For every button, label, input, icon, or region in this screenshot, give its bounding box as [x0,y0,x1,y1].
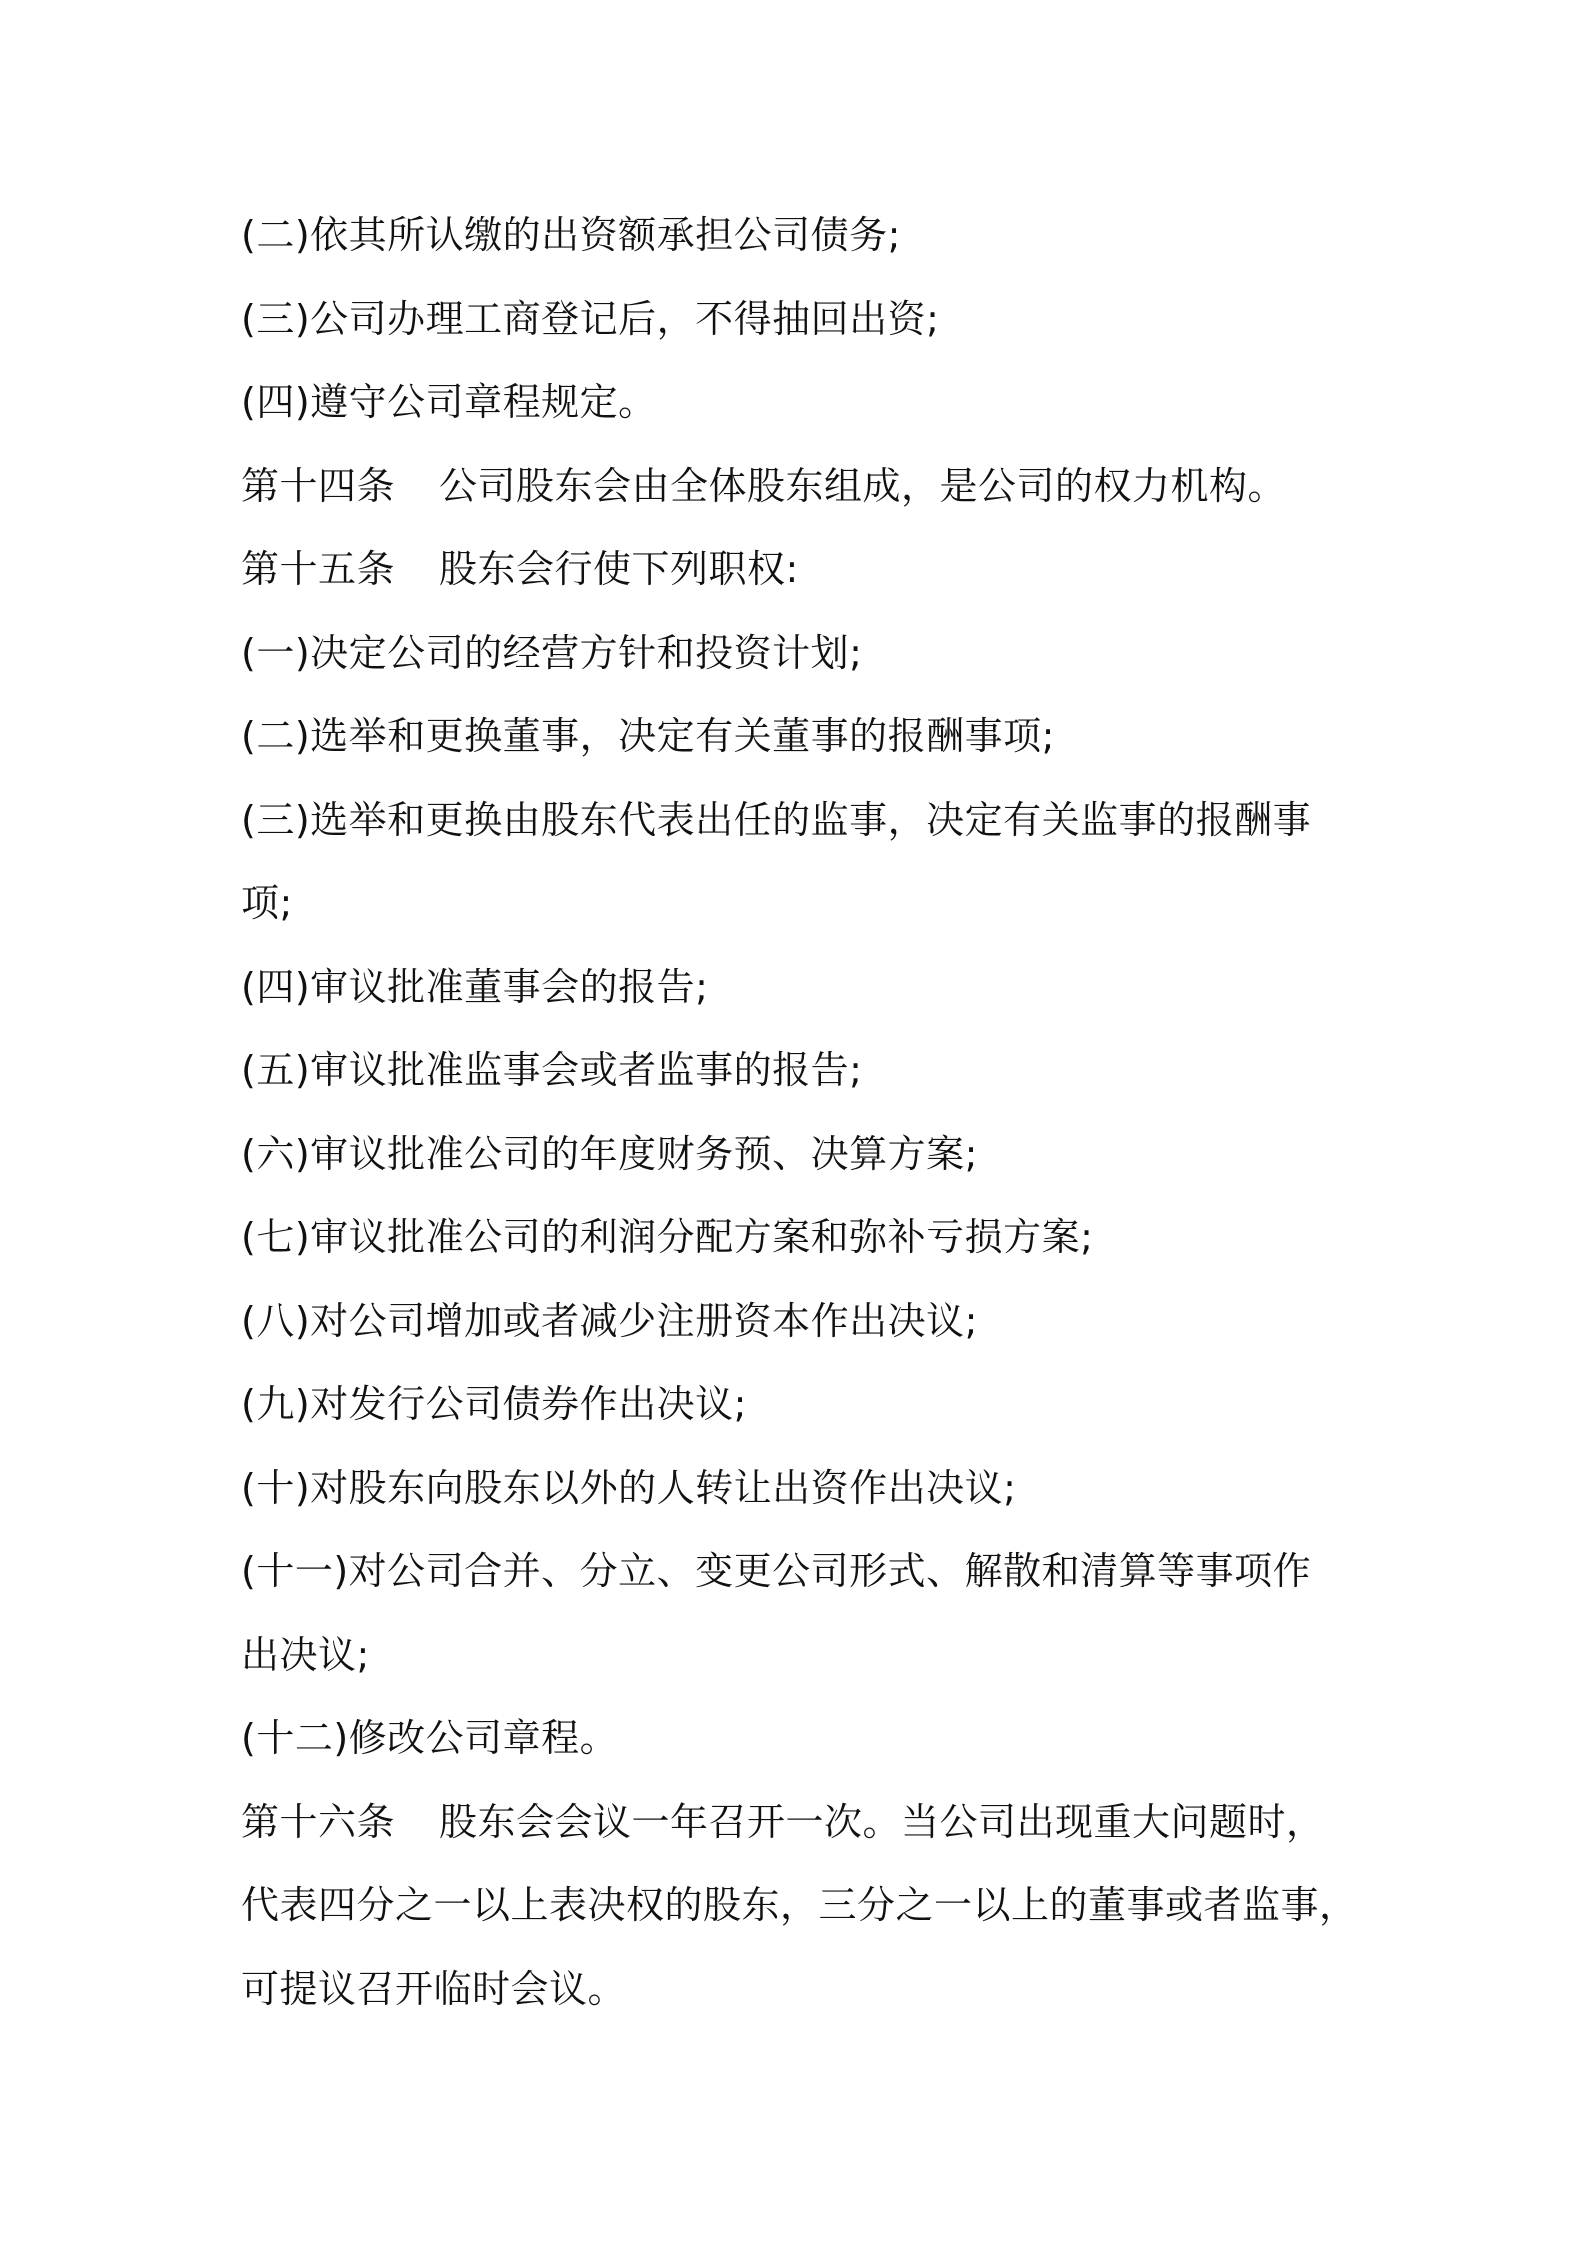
clause-line [241,1363,1391,1447]
clause-line [241,361,1391,445]
clause-line [241,1864,1391,1948]
article-line [241,528,1391,612]
clause-line [241,612,1391,696]
line-text: (四)审议批准董事会的报告; [241,964,709,1009]
clause-line [241,1948,1391,2032]
line-text: (八)对公司增加或者减少注册资本作出决议; [241,1298,978,1343]
clause-line [241,1029,1391,1113]
clause-line [241,1447,1391,1531]
article-number: 第十五条 [241,547,396,591]
line-text: 股东会行使下列职权: [439,547,799,591]
article-line [241,1781,1391,1865]
line-text: (七)审议批准公司的利润分配方案和弥补亏损方案; [241,1215,1094,1259]
line-text: (十二)修改公司章程。 [241,1716,619,1760]
line-text: (四)遵守公司章程规定。 [241,380,657,424]
line-text: 股东会会议一年召开一次。当公司出现重大问题时， [439,1799,1325,1844]
line-text: (二)选举和更换董事，决定有关董事的报酬事项; [241,714,1055,758]
line-text: (一)决定公司的经营方针和投资计划; [241,630,863,675]
line-text: (六)审议批准公司的年度财务预、决算方案; [241,1131,978,1176]
clause-line [241,779,1391,863]
clause-line [241,1196,1391,1280]
line-text: 项; [241,881,293,925]
article-number: 第十四条 [241,463,396,508]
clause-line [241,946,1391,1030]
clause-line [241,278,1391,362]
line-text: (三)选举和更换由股东代表出任的监事，决定有关监事的报酬事 [241,797,1312,842]
line-text: (二)依其所认缴的出资额承担公司债务; [241,213,901,257]
clause-line [241,862,1391,946]
clause-line [241,1614,1391,1698]
line-text: 公司股东会由全体股东组成，是公司的权力机构。 [439,463,1287,508]
line-text: (五)审议批准监事会或者监事的报告; [241,1048,863,1092]
article-number: 第十六条 [241,1799,396,1844]
clause-line [241,1697,1391,1781]
clause-line [241,695,1391,779]
line-text: (十一)对公司合并、分立、变更公司形式、解散和清算等事项作 [241,1549,1312,1593]
line-text: 代表四分之一以上表决权的股东，三分之一以上的董事或者监事， [241,1883,1358,1927]
clause-line [241,1280,1391,1364]
document-body [241,194,1391,2031]
clause-line [241,1113,1391,1197]
line-text: 可提议召开临时会议。 [241,1966,627,2011]
article-line [241,445,1391,529]
line-text: (九)对发行公司债券作出决议; [241,1382,747,1426]
clause-line [241,194,1391,278]
line-text: (十)对股东向股东以外的人转让出资作出决议; [241,1465,1017,1510]
line-text: (三)公司办理工商登记后，不得抽回出资; [241,296,940,341]
clause-line [241,1530,1391,1614]
line-text: 出决议; [241,1632,370,1677]
